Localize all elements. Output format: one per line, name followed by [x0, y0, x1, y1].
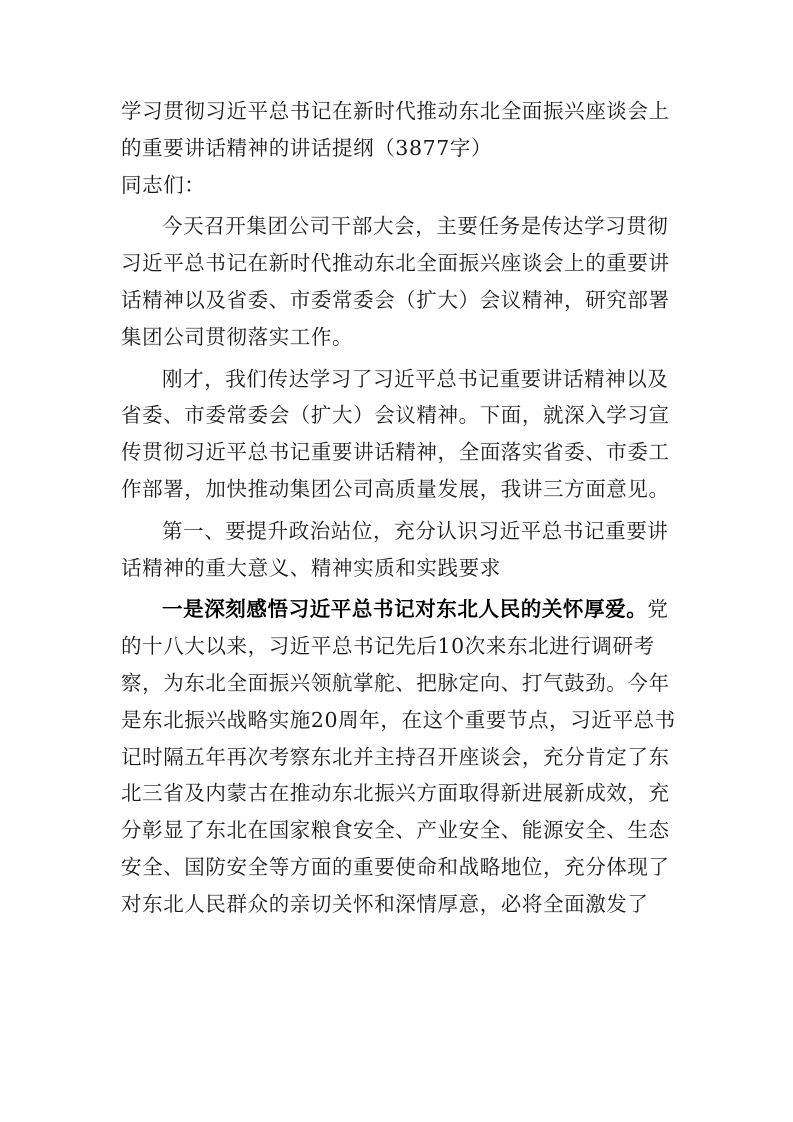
- salutation: 同志们：: [121, 172, 206, 197]
- paragraph-point-one: [121, 591, 677, 922]
- section-heading-first: 第一、要提升政治站位，充分认识习近平总书记重要讲话精神的重大意义、精神实质和实践要求: [121, 518, 669, 580]
- paragraph-outline: 刚才，我们传达学习了习近平总书记重要讲话精神以及省委、市委常委会（扩大）会议精神。下面，就深入学习宣传贯彻习近平总书记重要讲话精神，全面落实省委、市委工作部署，加快推动集团公司高质量发展，我讲三方面意见。: [121, 366, 670, 501]
- point-one-body: 党的十八大以来，习近平总书记先后10次来东北进行调研考察，为东北全面振兴领航掌舵、把脉定向、打气鼓劲。今年是东北振兴战略实施20周年，在这个重要节点，习近平总书记时隔五年再次考察东北并主持召开座谈会，充分肯定了东北三省及内蒙古在推动东北振兴方面取得新进展新成效，充分彰显了东北在国家粮食安全、产业安全、能源安全、生态安全、国防安全等方面的重要使命和战略地位，充分体现了对东北人民群众的亲切关怀和深情厚意，必将全面激发了: [121, 597, 676, 916]
- point-one-heading: 一是深刻感悟习近平总书记对东北人民的关怀厚爱。: [162, 597, 648, 622]
- document-title: 学习贯彻习近平总书记在新时代推动东北全面振兴座谈会上的重要讲话精神的讲话提纲（3877字）: [121, 99, 670, 160]
- paragraph-intro: 今天召开集团公司干部大会，主要任务是传达学习贯彻习近平总书记在新时代推动东北全面振兴座谈会上的重要讲话精神以及省委、市委常委会（扩大）会议精神，研究部署集团公司贯彻落实工作。: [121, 214, 670, 349]
- document-body: [121, 93, 677, 923]
